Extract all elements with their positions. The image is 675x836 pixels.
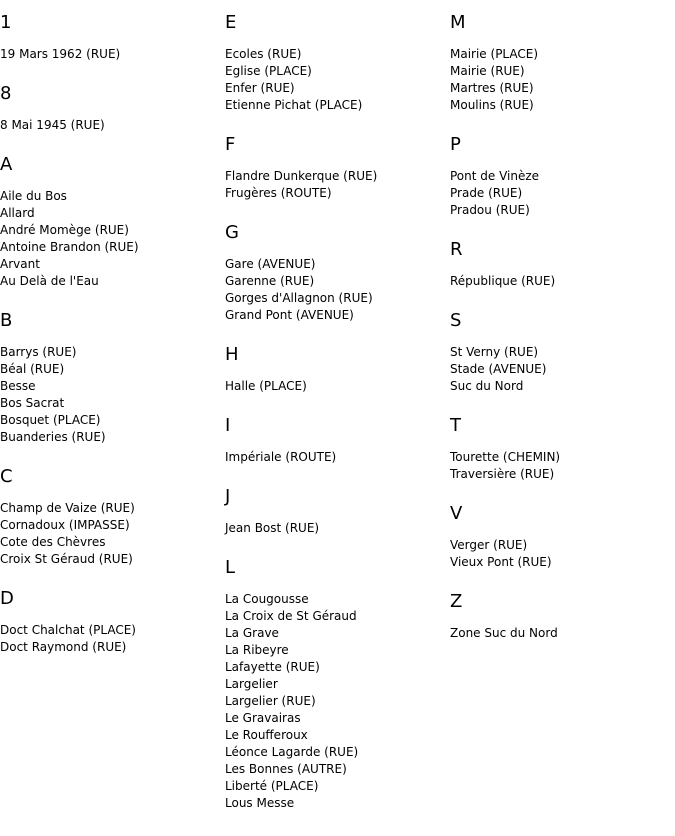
letter-section [225,12,445,114]
section-letter-heading: M [450,12,466,33]
section-letter-heading: G [225,222,239,243]
street-item: Mairie (RUE) [450,64,525,78]
letter-section [0,588,220,656]
street-item: Besse [0,379,36,393]
street-item: Jean Bost (RUE) [225,521,320,535]
letter-section [225,344,445,395]
street-list [450,449,670,483]
street-item: Liberté (PLACE) [225,779,319,793]
street-list [450,273,670,290]
street-item: Impériale (ROUTE) [225,450,337,464]
section-letter-heading: V [450,503,463,524]
letter-section [0,154,220,290]
section-letter-heading: S [450,310,462,331]
street-item: Gare (AVENUE) [225,257,316,271]
street-item: Bos Sacrat [0,396,65,410]
street-item: Le Roufferoux [225,728,308,742]
street-item: Pont de Vinèze [450,169,540,183]
street-item: Antoine Brandon (RUE) [0,240,139,254]
street-item: Traversière (RUE) [450,467,555,481]
letter-section [225,486,445,537]
street-item: André Momège (RUE) [0,223,129,237]
letter-section [225,557,445,812]
street-item: St Verny (RUE) [450,345,539,359]
section-letter-heading: C [0,466,13,487]
letter-section [225,415,445,466]
index-column-3 [450,12,670,662]
street-item: Barrys (RUE) [0,345,77,359]
street-item: Le Gravairas [225,711,301,725]
section-letter-heading: E [225,12,237,33]
street-list [225,46,445,114]
street-item: Vieux Pont (RUE) [450,555,552,569]
street-item: Béal (RUE) [0,362,65,376]
letter-section [0,466,220,568]
section-letter-heading: R [450,239,463,260]
letter-section [0,83,220,134]
street-item: Moulins (RUE) [450,98,534,112]
section-letter-heading: J [225,486,231,507]
letter-section [225,222,445,324]
street-item: Frugères (ROUTE) [225,186,332,200]
section-letter-heading: P [450,134,461,155]
street-item: Cornadoux (IMPASSE) [0,518,130,532]
street-list [225,378,445,395]
letter-section [450,134,670,219]
street-item: Halle (PLACE) [225,379,307,393]
street-item: Tourette (CHEMIN) [450,450,561,464]
street-item: Lafayette (RUE) [225,660,320,674]
street-item: La Cougousse [225,592,309,606]
street-item: Buanderies (RUE) [0,430,106,444]
street-item: Garenne (RUE) [225,274,315,288]
letter-section [450,12,670,114]
letter-section [0,310,220,446]
street-item: Enfer (RUE) [225,81,295,95]
street-item: Doct Chalchat (PLACE) [0,623,136,637]
street-item: Aile du Bos [0,189,67,203]
section-letter-heading: 1 [0,12,12,33]
street-list [0,344,220,446]
section-letter-heading: Z [450,591,463,612]
index-column-2 [225,12,445,832]
section-letter-heading: B [0,310,13,331]
street-item: Grand Pont (AVENUE) [225,308,354,322]
street-item: Zone Suc du Nord [450,626,558,640]
section-letter-heading: L [225,557,236,578]
street-item: Au Delà de l'Eau [0,274,99,288]
section-letter-heading: D [0,588,14,609]
street-item: Verger (RUE) [450,538,528,552]
street-item: Flandre Dunkerque (RUE) [225,169,378,183]
street-item: Etienne Pichat (PLACE) [225,98,363,112]
street-item: Gorges d'Allagnon (RUE) [225,291,373,305]
street-item: Largelier [225,677,278,691]
street-item: Doct Raymond (RUE) [0,640,127,654]
street-item: Bosquet (PLACE) [0,413,101,427]
street-list [225,168,445,202]
street-item: La Grave [225,626,279,640]
street-list [450,168,670,219]
street-item: La Ribeyre [225,643,289,657]
street-list [0,188,220,290]
street-list [450,344,670,395]
letter-section [450,310,670,395]
letter-section [450,415,670,483]
street-item: Arvant [0,257,40,271]
street-list [225,591,445,812]
street-list [225,449,445,466]
letter-section [450,503,670,571]
street-list [0,46,220,63]
letter-section [225,134,445,202]
street-item: Mairie (PLACE) [450,47,539,61]
street-item: La Croix de St Géraud [225,609,357,623]
street-item: Stade (AVENUE) [450,362,547,376]
section-letter-heading: A [0,154,13,175]
street-item: Martres (RUE) [450,81,534,95]
street-item: République (RUE) [450,274,556,288]
street-item: 8 Mai 1945 (RUE) [0,118,105,132]
street-list [450,537,670,571]
street-item: Les Bonnes (AUTRE) [225,762,347,776]
index-column-1 [0,12,220,676]
letter-section [450,591,670,642]
street-item: Cote des Chèvres [0,535,106,549]
street-item: Léonce Lagarde (RUE) [225,745,359,759]
section-letter-heading: H [225,344,239,365]
street-list [450,625,670,642]
street-item: Champ de Vaize (RUE) [0,501,135,515]
street-item: Eglise (PLACE) [225,64,312,78]
street-item: Croix St Géraud (RUE) [0,552,133,566]
street-item: Prade (RUE) [450,186,523,200]
street-item: Ecoles (RUE) [225,47,302,61]
street-item: Largelier (RUE) [225,694,316,708]
street-list [225,256,445,324]
street-item: Suc du Nord [450,379,524,393]
street-item: Pradou (RUE) [450,203,530,217]
letter-section [0,12,220,63]
street-list [225,520,445,537]
section-letter-heading: F [225,134,236,155]
street-list [0,117,220,134]
street-list [450,46,670,114]
section-letter-heading: 8 [0,83,12,104]
street-item: Allard [0,206,35,220]
section-letter-heading: T [450,415,461,436]
street-list [0,622,220,656]
street-list [0,500,220,568]
letter-section [450,239,670,290]
street-item: Lous Messe [225,796,295,810]
street-item: 19 Mars 1962 (RUE) [0,47,121,61]
section-letter-heading: I [225,415,231,436]
